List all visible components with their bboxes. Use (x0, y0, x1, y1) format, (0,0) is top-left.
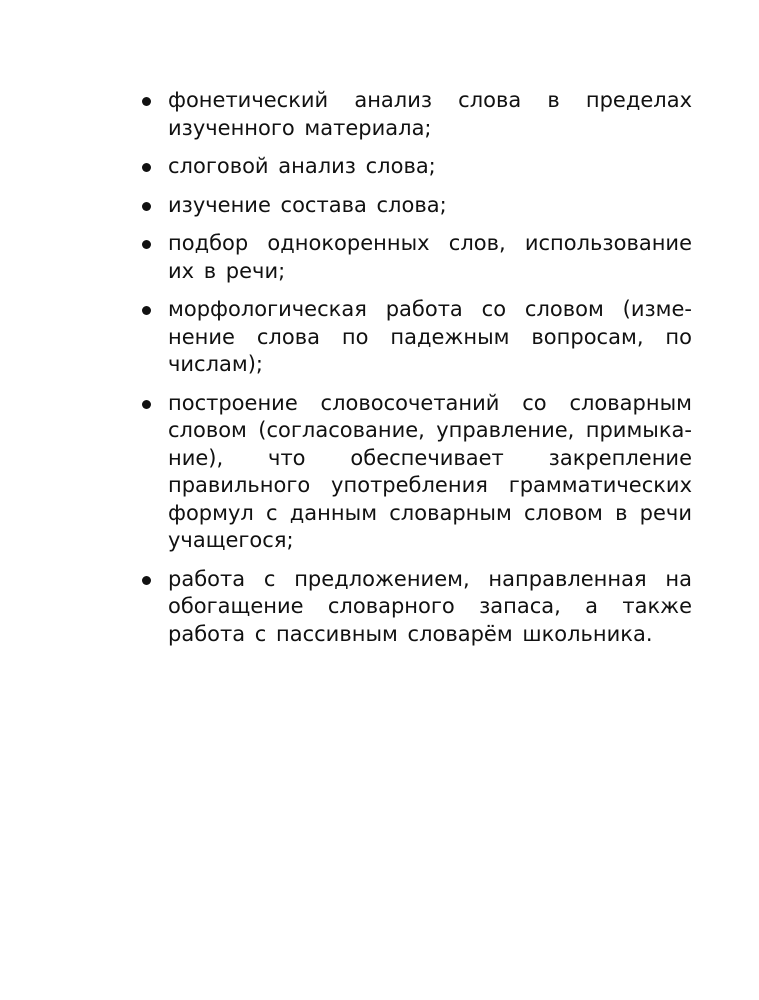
list-item-text: слоговой анализ слова; (168, 154, 436, 178)
list-item (140, 153, 692, 181)
bullet-icon (142, 163, 151, 172)
list-item (140, 192, 692, 220)
list-item-text: работа с предложением, направленная на обогащение словарного запаса, а также работа с пассивным словарём школьника. (168, 566, 692, 646)
bullet-icon (142, 576, 151, 585)
bullet-list (140, 87, 692, 659)
list-item (140, 296, 692, 379)
bullet-icon (142, 306, 151, 315)
list-item-text: морфологическая работа со словом (изменение слова по падежным вопросам, по числам); (168, 297, 692, 376)
list-item (140, 566, 692, 649)
list-item-text: построение словосочетаний со словарным словом (согласование, управление, примыкание), что обеспечивает закрепление правильного употребления грамматических формул с данным словарным словом в речи учащегося; (168, 390, 692, 552)
list-item-text: подбор однокоренных слов, использование их в речи; (168, 231, 692, 283)
list-item (140, 390, 692, 555)
bullet-icon (142, 202, 151, 211)
list-item (140, 230, 692, 285)
bullet-icon (142, 97, 151, 106)
list-item-text: фонетический анализ слова в пределах изученного материала; (168, 88, 692, 140)
list-item (140, 87, 692, 142)
bullet-icon (142, 240, 151, 249)
list-item-text: изучение состава слова; (168, 192, 447, 217)
bullet-icon (142, 400, 151, 409)
